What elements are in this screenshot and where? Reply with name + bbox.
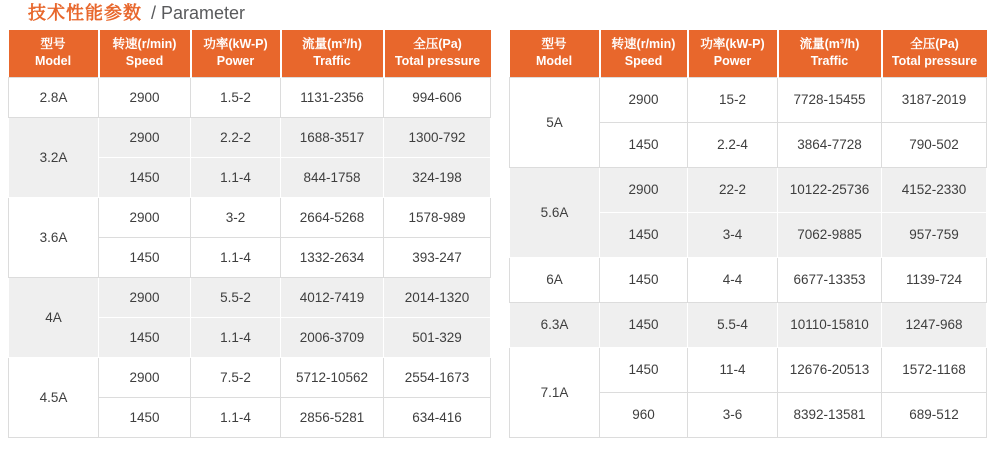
table-cell: 10110-15810 (778, 302, 882, 347)
column-header-en: Total pressure (891, 54, 978, 69)
table-cell: 393-247 (384, 237, 491, 277)
table-cell: 2900 (99, 197, 191, 237)
model-cell: 5A (510, 77, 600, 167)
table-cell: 1.1-4 (191, 237, 281, 277)
table-cell: 12676-20513 (778, 347, 882, 392)
parameter-tables (8, 30, 1000, 438)
table-cell: 994-606 (384, 77, 491, 117)
model-cell: 5.6A (510, 167, 600, 257)
header-row (510, 30, 987, 77)
table-row (510, 167, 987, 212)
table-cell: 1450 (600, 122, 688, 167)
table-row (9, 357, 491, 397)
column-header-zh: 转速(r/min) (611, 37, 676, 52)
table-row (510, 257, 987, 302)
table-cell: 2856-5281 (281, 397, 384, 437)
table-cell: 2014-1320 (384, 277, 491, 317)
table-cell: 2900 (99, 277, 191, 317)
table-row (9, 77, 491, 117)
table-cell: 1332-2634 (281, 237, 384, 277)
model-cell: 2.8A (9, 77, 99, 117)
column-header-speed (99, 30, 191, 77)
parameter-table-left (8, 30, 491, 438)
table-cell: 2900 (600, 167, 688, 212)
table-cell: 634-416 (384, 397, 491, 437)
column-header-model (510, 30, 600, 77)
table-row (510, 77, 987, 122)
column-header-zh: 型号 (40, 37, 66, 52)
table-cell: 1450 (99, 237, 191, 277)
table-cell: 957-759 (882, 212, 987, 257)
table-cell: 1578-989 (384, 197, 491, 237)
table-row (9, 277, 491, 317)
column-header-total-pressure (384, 30, 491, 77)
page-title-english: / Parameter (151, 3, 246, 23)
table-cell: 15-2 (688, 77, 778, 122)
table-cell: 2900 (99, 357, 191, 397)
column-header-zh: 全压(Pa) (910, 37, 959, 52)
table-cell: 5.5-4 (688, 302, 778, 347)
model-cell: 6A (510, 257, 600, 302)
column-header-zh: 型号 (541, 37, 567, 52)
column-header-power (688, 30, 778, 77)
model-cell: 4A (9, 277, 99, 357)
table-cell: 1247-968 (882, 302, 987, 347)
column-header-power (191, 30, 281, 77)
column-header-speed (600, 30, 688, 77)
column-header-zh: 功率(kW-P) (700, 37, 765, 52)
column-header-en: Traffic (313, 54, 351, 69)
table-cell: 4152-2330 (882, 167, 987, 212)
table-cell: 1450 (99, 317, 191, 357)
table-cell: 1300-792 (384, 117, 491, 157)
table-cell: 22-2 (688, 167, 778, 212)
table-cell: 689-512 (882, 392, 987, 437)
table-cell: 1450 (99, 397, 191, 437)
table-cell: 3864-7728 (778, 122, 882, 167)
table-row (9, 117, 491, 157)
model-cell: 4.5A (9, 357, 99, 437)
table-cell: 1450 (99, 157, 191, 197)
table-cell: 2006-3709 (281, 317, 384, 357)
column-header-zh: 功率(kW-P) (203, 37, 268, 52)
table-cell: 2900 (99, 77, 191, 117)
table-cell: 4012-7419 (281, 277, 384, 317)
column-header-en: Power (216, 54, 255, 69)
column-header-traffic (778, 30, 882, 77)
table-cell: 1.5-2 (191, 77, 281, 117)
table-cell: 3-2 (191, 197, 281, 237)
column-header-traffic (281, 30, 384, 77)
table-cell: 1.1-4 (191, 397, 281, 437)
page-title-chinese: 技术性能参数 (28, 3, 142, 23)
model-cell: 3.6A (9, 197, 99, 277)
table-cell: 324-198 (384, 157, 491, 197)
table-cell: 2554-1673 (384, 357, 491, 397)
model-cell: 6.3A (510, 302, 600, 347)
table-row (510, 302, 987, 347)
column-header-zh: 全压(Pa) (413, 37, 462, 52)
table-cell: 2664-5268 (281, 197, 384, 237)
column-header-model (9, 30, 99, 77)
table-cell: 6677-13353 (778, 257, 882, 302)
column-header-en: Traffic (810, 54, 849, 69)
column-header-zh: 流量(m³/h) (799, 37, 860, 52)
table-cell: 1450 (600, 257, 688, 302)
table-row (9, 197, 491, 237)
table-cell: 8392-13581 (778, 392, 882, 437)
table-cell: 7728-15455 (778, 77, 882, 122)
table-cell: 3-4 (688, 212, 778, 257)
table-cell: 1688-3517 (281, 117, 384, 157)
table-cell: 1.1-4 (191, 157, 281, 197)
column-header-en: Model (34, 54, 72, 69)
parameter-table-right (509, 30, 987, 438)
table-cell: 2900 (99, 117, 191, 157)
table-cell: 2.2-4 (688, 122, 778, 167)
table-cell: 1450 (600, 302, 688, 347)
table-cell: 4-4 (688, 257, 778, 302)
column-header-en: Speed (624, 54, 663, 69)
model-cell: 7.1A (510, 347, 600, 437)
table-cell: 844-1758 (281, 157, 384, 197)
column-header-en: Speed (125, 54, 164, 69)
table-cell: 1572-1168 (882, 347, 987, 392)
table-cell: 5712-10562 (281, 357, 384, 397)
table-cell: 7062-9885 (778, 212, 882, 257)
table-cell: 960 (600, 392, 688, 437)
table-cell: 3187-2019 (882, 77, 987, 122)
page-title (28, 3, 1000, 24)
header-row (9, 30, 491, 77)
table-cell: 1139-724 (882, 257, 987, 302)
table-cell: 501-329 (384, 317, 491, 357)
column-header-en: Power (713, 54, 752, 69)
table-cell: 1450 (600, 347, 688, 392)
table-cell: 7.5-2 (191, 357, 281, 397)
table-cell: 2.2-2 (191, 117, 281, 157)
table-cell: 1450 (600, 212, 688, 257)
column-header-total-pressure (882, 30, 987, 77)
table-cell: 11-4 (688, 347, 778, 392)
column-header-zh: 转速(r/min) (112, 37, 177, 52)
table-cell: 790-502 (882, 122, 987, 167)
table-row (510, 347, 987, 392)
table-cell: 3-6 (688, 392, 778, 437)
column-header-en: Model (535, 54, 573, 69)
column-header-en: Total pressure (394, 54, 481, 69)
table-cell: 1.1-4 (191, 317, 281, 357)
model-cell: 3.2A (9, 117, 99, 197)
table-cell: 10122-25736 (778, 167, 882, 212)
column-header-zh: 流量(m³/h) (302, 37, 362, 52)
table-cell: 1131-2356 (281, 77, 384, 117)
table-cell: 5.5-2 (191, 277, 281, 317)
table-cell: 2900 (600, 77, 688, 122)
